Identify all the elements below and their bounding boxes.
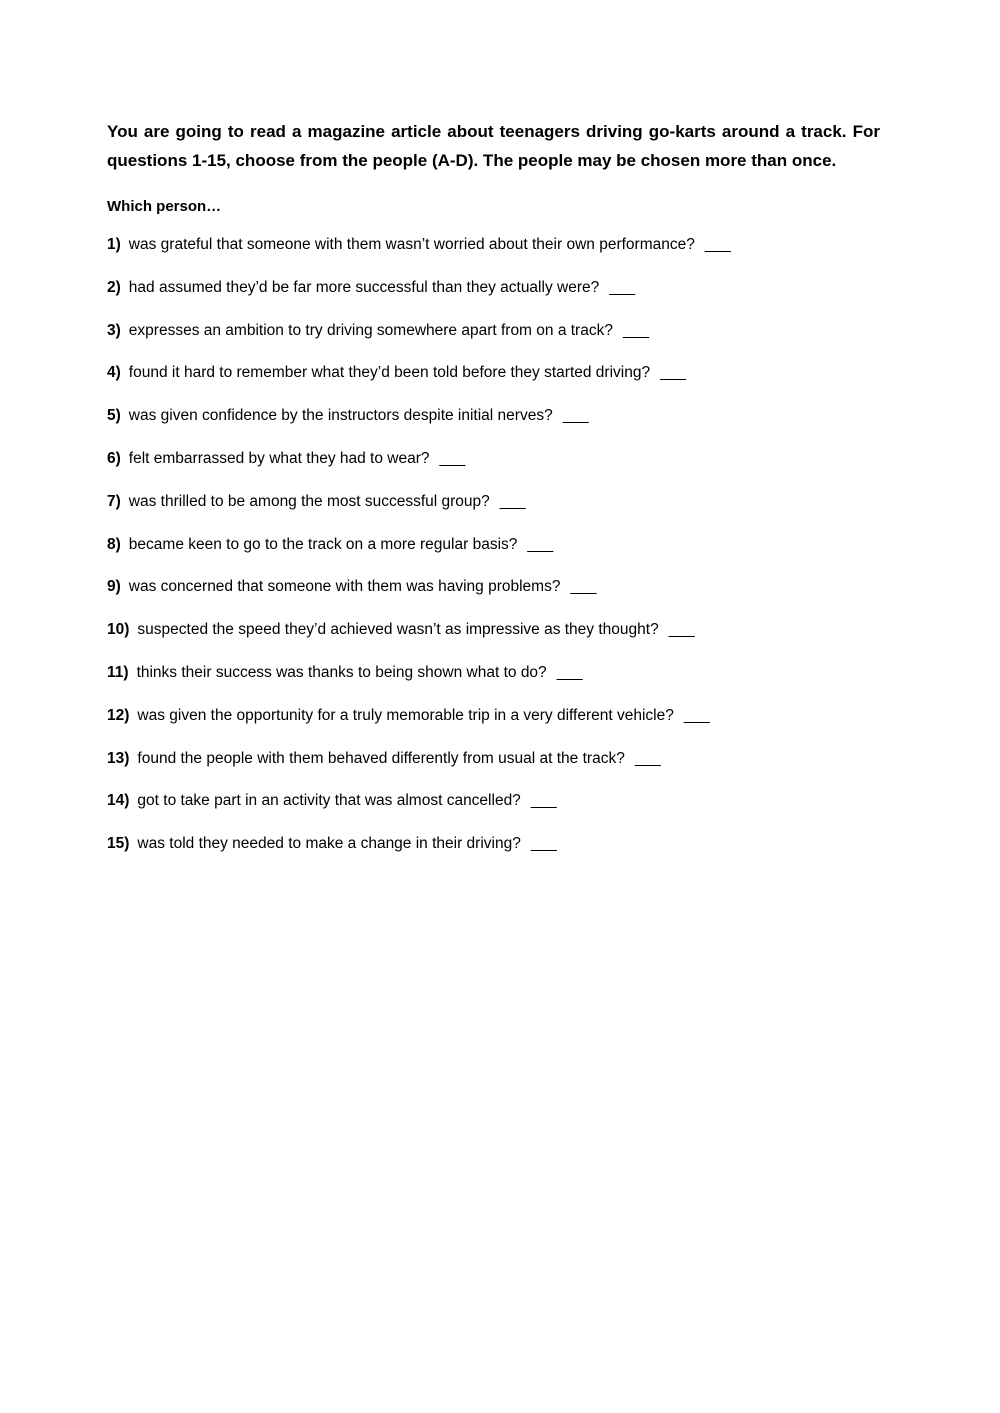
question-text: found it hard to remember what they’d been told before they started driving? <box>128 364 651 382</box>
answer-blank[interactable]: ___ <box>622 321 649 339</box>
question-number: 2) <box>107 278 121 296</box>
worksheet-page <box>107 117 880 877</box>
question-list <box>107 235 880 877</box>
question-item <box>107 749 880 792</box>
question-number: 7) <box>107 492 121 510</box>
answer-blank[interactable]: ___ <box>660 364 686 382</box>
answer-blank[interactable]: ___ <box>634 749 661 767</box>
question-text: became keen to go to the track on a more regular basis? <box>128 535 518 553</box>
question-text: felt embarrassed by what they had to wear? <box>128 449 430 467</box>
question-item <box>107 406 880 449</box>
question-item <box>107 278 880 321</box>
answer-blank[interactable]: ___ <box>609 278 636 296</box>
answer-blank[interactable]: ___ <box>530 792 557 810</box>
question-item <box>107 791 880 834</box>
answer-blank[interactable]: ___ <box>527 535 554 553</box>
question-item <box>107 535 880 578</box>
question-text: found the people with them behaved differently from usual at the track? <box>137 749 625 767</box>
question-number: 5) <box>107 407 121 425</box>
answer-blank[interactable]: ___ <box>499 492 526 510</box>
question-number: 14) <box>107 792 130 810</box>
question-text: was told they needed to make a change in their driving? <box>137 835 521 853</box>
question-number: 13) <box>107 749 130 767</box>
question-number: 1) <box>107 236 121 253</box>
answer-blank[interactable]: ___ <box>562 407 589 425</box>
question-text: was concerned that someone with them was having problems? <box>128 578 561 596</box>
answer-blank[interactable]: ___ <box>439 449 466 467</box>
question-item <box>107 663 880 706</box>
question-text: was thrilled to be among the most successful group? <box>128 492 490 510</box>
question-item <box>107 363 880 406</box>
answer-blank[interactable]: ___ <box>530 835 557 853</box>
question-text: was grateful that someone with them wasn’t worried about their own performance? <box>128 236 695 253</box>
question-text: suspected the speed they’d achieved wasn’t as impressive as they thought? <box>137 621 659 639</box>
question-prompt: Which person… <box>107 198 222 215</box>
question-text: had assumed they’d be far more successful than they actually were? <box>128 278 600 296</box>
question-item <box>107 834 880 877</box>
question-number: 9) <box>107 578 121 596</box>
question-number: 10) <box>107 621 130 639</box>
question-item <box>107 492 880 535</box>
question-item <box>107 706 880 749</box>
question-text: was given confidence by the instructors despite initial nerves? <box>128 407 553 425</box>
instructions-text: You are going to read a magazine article about teenagers driving go-karts around a track. For questions 1-15, choose from the people (A-D). The people may be chosen more than once. <box>107 122 880 170</box>
question-item <box>107 321 880 364</box>
question-number: 6) <box>107 449 121 467</box>
question-item <box>107 235 880 278</box>
question-text: thinks their success was thanks to being shown what to do? <box>136 663 547 681</box>
question-text: expresses an ambition to try driving somewhere apart from on a track? <box>128 321 613 339</box>
question-item <box>107 449 880 492</box>
question-number: 15) <box>107 835 130 853</box>
question-number: 4) <box>107 364 121 382</box>
question-number: 11) <box>107 663 129 681</box>
question-text: got to take part in an activity that was almost cancelled? <box>137 792 521 810</box>
answer-blank[interactable]: ___ <box>683 706 710 724</box>
answer-blank[interactable]: ___ <box>668 621 695 639</box>
answer-blank[interactable]: ___ <box>704 236 731 253</box>
question-item <box>107 577 880 620</box>
question-number: 3) <box>107 321 121 339</box>
answer-blank[interactable]: ___ <box>556 663 583 681</box>
question-item <box>107 620 880 663</box>
answer-blank[interactable]: ___ <box>570 578 597 596</box>
question-text: was given the opportunity for a truly memorable trip in a very different vehicle? <box>137 706 674 724</box>
question-number: 8) <box>107 535 121 553</box>
question-number: 12) <box>107 706 130 724</box>
